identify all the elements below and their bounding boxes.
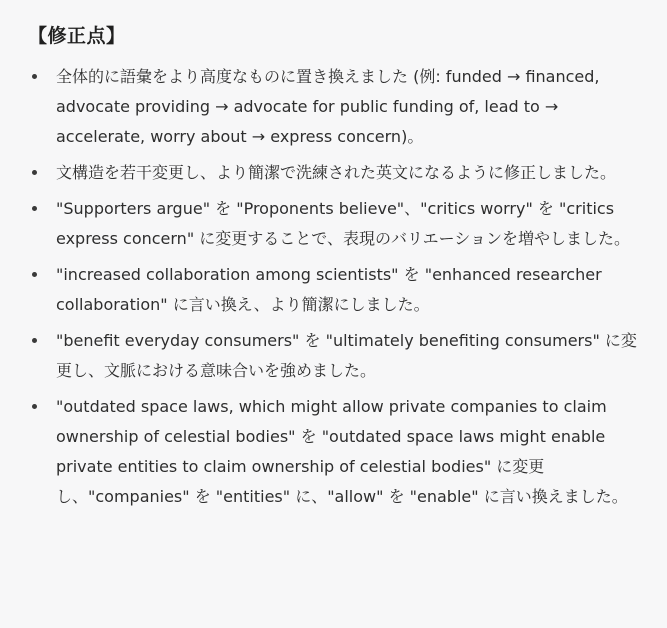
bullet-icon xyxy=(32,338,37,343)
list-item xyxy=(22,194,645,254)
list-item xyxy=(22,326,645,386)
list-item xyxy=(22,260,645,320)
bullet-icon xyxy=(32,404,37,409)
list-item xyxy=(22,62,645,152)
list-item-text: 全体的に語彙をより高度なものに置き換えました (例: funded → financed, advocate providing → advocate for public funding of, lead to → accelerate, worry about → express concern)。 xyxy=(56,67,600,146)
list-item-text: 文構造を若干変更し、より簡潔で洗練された英文になるように修正しました。 xyxy=(56,163,617,182)
list-item-text: "benefit everyday consumers" を "ultimately benefiting consumers" に変更し、文脈における意味合いを強めました。 xyxy=(56,331,637,380)
list-item-text: "Supporters argue" を "Proponents believe"、"critics worry" を "critics express concern" に変更することで、表現のバリエーションを増やしました。 xyxy=(56,199,630,248)
section-heading: 【修正点】 xyxy=(28,25,126,47)
bullet-icon xyxy=(32,74,37,79)
bullet-icon xyxy=(32,170,37,175)
list-item-text: "increased collaboration among scientists" を "enhanced researcher collaboration" に言い換え、より簡潔にしました。 xyxy=(56,265,602,314)
list-item xyxy=(22,158,645,188)
list-item-text: "outdated space laws, which might allow private companies to claim ownership of celestial bodies" を "outdated space laws might enable private entities to claim ownership of celestial bodies" に変更し、"companies" を "entities" に、"allow" を "enable" に言い換えました。 xyxy=(56,397,628,506)
revision-list xyxy=(22,62,645,512)
bullet-icon xyxy=(32,272,37,277)
list-item xyxy=(22,392,645,512)
bullet-icon xyxy=(32,206,37,211)
